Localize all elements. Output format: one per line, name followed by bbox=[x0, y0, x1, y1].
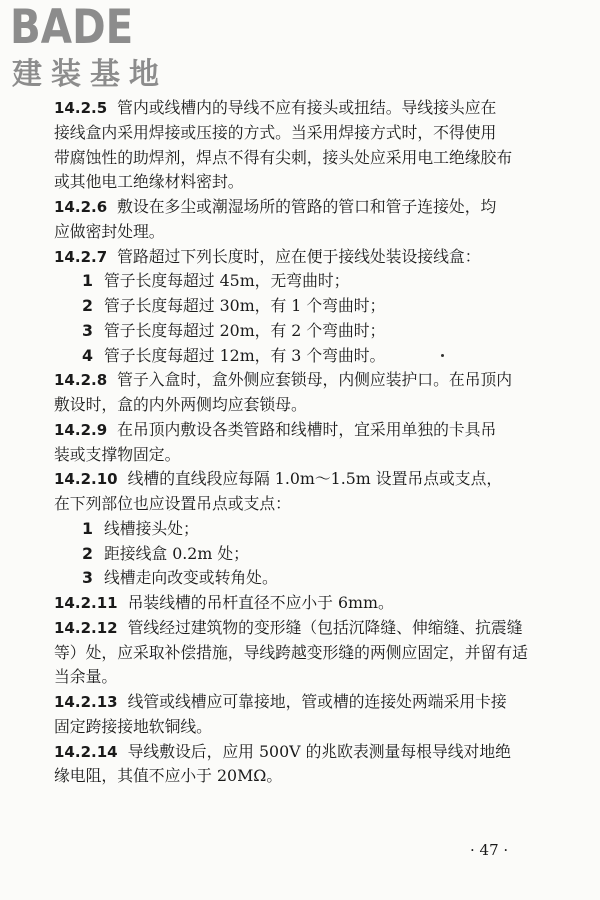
text-line bbox=[54, 245, 554, 270]
speck-dot bbox=[441, 354, 444, 357]
text-line bbox=[54, 195, 554, 220]
clause-14-2-14 bbox=[54, 740, 554, 790]
list-item bbox=[54, 517, 554, 542]
clause-number: 14.2.9 bbox=[54, 420, 108, 439]
clause-14-2-11 bbox=[54, 591, 554, 616]
text-line bbox=[54, 170, 554, 195]
clause-number: 14.2.7 bbox=[54, 247, 108, 266]
clause-text: 应做密封处理。 bbox=[54, 221, 165, 241]
text-line bbox=[54, 492, 554, 517]
clause-number: 14.2.10 bbox=[54, 470, 118, 489]
text-line bbox=[54, 690, 554, 715]
list-item bbox=[54, 566, 554, 591]
page-number: · 47 · bbox=[470, 841, 509, 859]
list-item-number: 2 bbox=[82, 296, 93, 315]
list-item-number: 4 bbox=[82, 345, 93, 365]
text-line bbox=[54, 764, 554, 789]
list-item-text: 距接线盒 0.2m 处； bbox=[104, 543, 249, 563]
clause-14-2-5 bbox=[54, 96, 554, 195]
clause-14-2-12 bbox=[54, 616, 554, 690]
list-item bbox=[54, 269, 554, 294]
list-item-number: 3 bbox=[82, 320, 93, 340]
clause-14-2-6 bbox=[54, 195, 554, 245]
clause-text: 敷设时，盒的内外两侧均应套锁母。 bbox=[54, 395, 307, 414]
text-line bbox=[54, 715, 554, 740]
clause-text: 敷设在多尘或潮湿场所的管路的管口和管子连接处，均 bbox=[117, 197, 497, 216]
text-line bbox=[54, 146, 554, 171]
list-item-text: 管子长度每超过 45m，无弯曲时； bbox=[104, 271, 350, 291]
text-line bbox=[54, 591, 554, 616]
list-item-text: 管子长度每超过 12m，有 3 个弯曲时。 bbox=[104, 345, 386, 365]
clause-number: 14.2.11 bbox=[54, 594, 118, 612]
clause-text: 线管或线槽应可靠接地，管或槽的连接处两端采用卡接 bbox=[127, 692, 507, 711]
list-item bbox=[54, 294, 554, 319]
clause-text: 管路超过下列长度时，应在便于接线处装设接线盒： bbox=[117, 246, 481, 266]
clause-number: 14.2.6 bbox=[54, 198, 108, 216]
logo-brand: BADE bbox=[10, 0, 134, 55]
list-item bbox=[54, 319, 554, 344]
clause-text: 导线敷设后，应用 500V 的兆欧表测量每根导线对地绝 bbox=[127, 741, 511, 761]
clause-14-2-7 bbox=[54, 245, 554, 369]
clause-text: 管子入盒时，盒外侧应套锁母，内侧应装护口。在吊顶内 bbox=[117, 370, 513, 390]
clause-text: 管线经过建筑物的变形缝（包括沉降缝、伸缩缝、抗震缝 bbox=[127, 617, 523, 637]
logo bbox=[4, 2, 179, 94]
clause-14-2-8 bbox=[54, 368, 554, 418]
text-line bbox=[54, 368, 554, 393]
clause-14-2-13 bbox=[54, 690, 554, 740]
list-item-text: 管子长度每超过 20m，有 2 个弯曲时； bbox=[104, 320, 386, 340]
text-line bbox=[54, 121, 554, 146]
list-item-text: 线槽走向改变或转角处。 bbox=[104, 568, 278, 588]
text-line bbox=[54, 740, 554, 765]
document-body bbox=[54, 96, 554, 789]
text-line bbox=[54, 96, 554, 121]
clause-text: 当余量。 bbox=[54, 667, 118, 687]
text-line bbox=[54, 393, 554, 418]
clause-text: 线槽的直线段应每隔 1.0m～1.5m 设置吊点或支点， bbox=[127, 469, 503, 489]
text-line bbox=[54, 641, 554, 666]
clause-number: 14.2.5 bbox=[54, 99, 108, 117]
list-item-number: 1 bbox=[82, 518, 93, 538]
list-item-text: 管子长度每超过 30m，有 1 个弯曲时； bbox=[104, 296, 386, 315]
clause-14-2-10 bbox=[54, 467, 554, 591]
clause-text: 带腐蚀性的助焊剂，焊点不得有尖刺，接头处应采用电工绝缘胶布 bbox=[54, 147, 513, 167]
clause-number: 14.2.14 bbox=[54, 742, 118, 761]
logo-subtitle: 建装基地 bbox=[12, 57, 168, 92]
list-item-number: 3 bbox=[82, 568, 93, 588]
text-line bbox=[54, 616, 554, 641]
list-item-number: 2 bbox=[82, 543, 93, 563]
text-line bbox=[54, 220, 554, 245]
clause-text: 固定跨接接地软铜线。 bbox=[54, 716, 212, 736]
clause-14-2-9 bbox=[54, 418, 554, 468]
clause-text: 接线盒内采用焊接或压接的方式。当采用焊接方式时，不得使用 bbox=[54, 122, 497, 142]
text-line bbox=[54, 665, 554, 690]
clause-text: 在下列部位也应设置吊点或支点： bbox=[54, 494, 291, 513]
clause-number: 14.2.12 bbox=[54, 618, 118, 637]
text-line bbox=[54, 443, 554, 468]
list-item-number: 1 bbox=[82, 271, 93, 291]
clause-text: 在吊顶内敷设各类管路和线槽时，宜采用单独的卡具吊 bbox=[117, 419, 497, 439]
text-line bbox=[54, 467, 554, 492]
list-item bbox=[54, 344, 554, 369]
clause-number: 14.2.8 bbox=[54, 371, 108, 390]
clause-text: 或其他电工绝缘材料密封。 bbox=[54, 172, 244, 192]
clause-text: 等）处，应采取补偿措施，导线跨越变形缝的两侧应固定，并留有适 bbox=[54, 642, 528, 662]
list-item bbox=[54, 542, 554, 567]
text-line bbox=[54, 418, 554, 443]
clause-text: 吊装线槽的吊杆直径不应小于 6mm。 bbox=[127, 593, 394, 612]
clause-text: 管内或线槽内的导线不应有接头或扭结。导线接头应在 bbox=[117, 98, 497, 117]
clause-number: 14.2.13 bbox=[54, 693, 118, 711]
clause-text: 缘电阻，其值不应小于 20MΩ。 bbox=[54, 766, 283, 786]
list-item-text: 线槽接头处； bbox=[104, 518, 199, 538]
clause-text: 装或支撑物固定。 bbox=[54, 444, 181, 464]
